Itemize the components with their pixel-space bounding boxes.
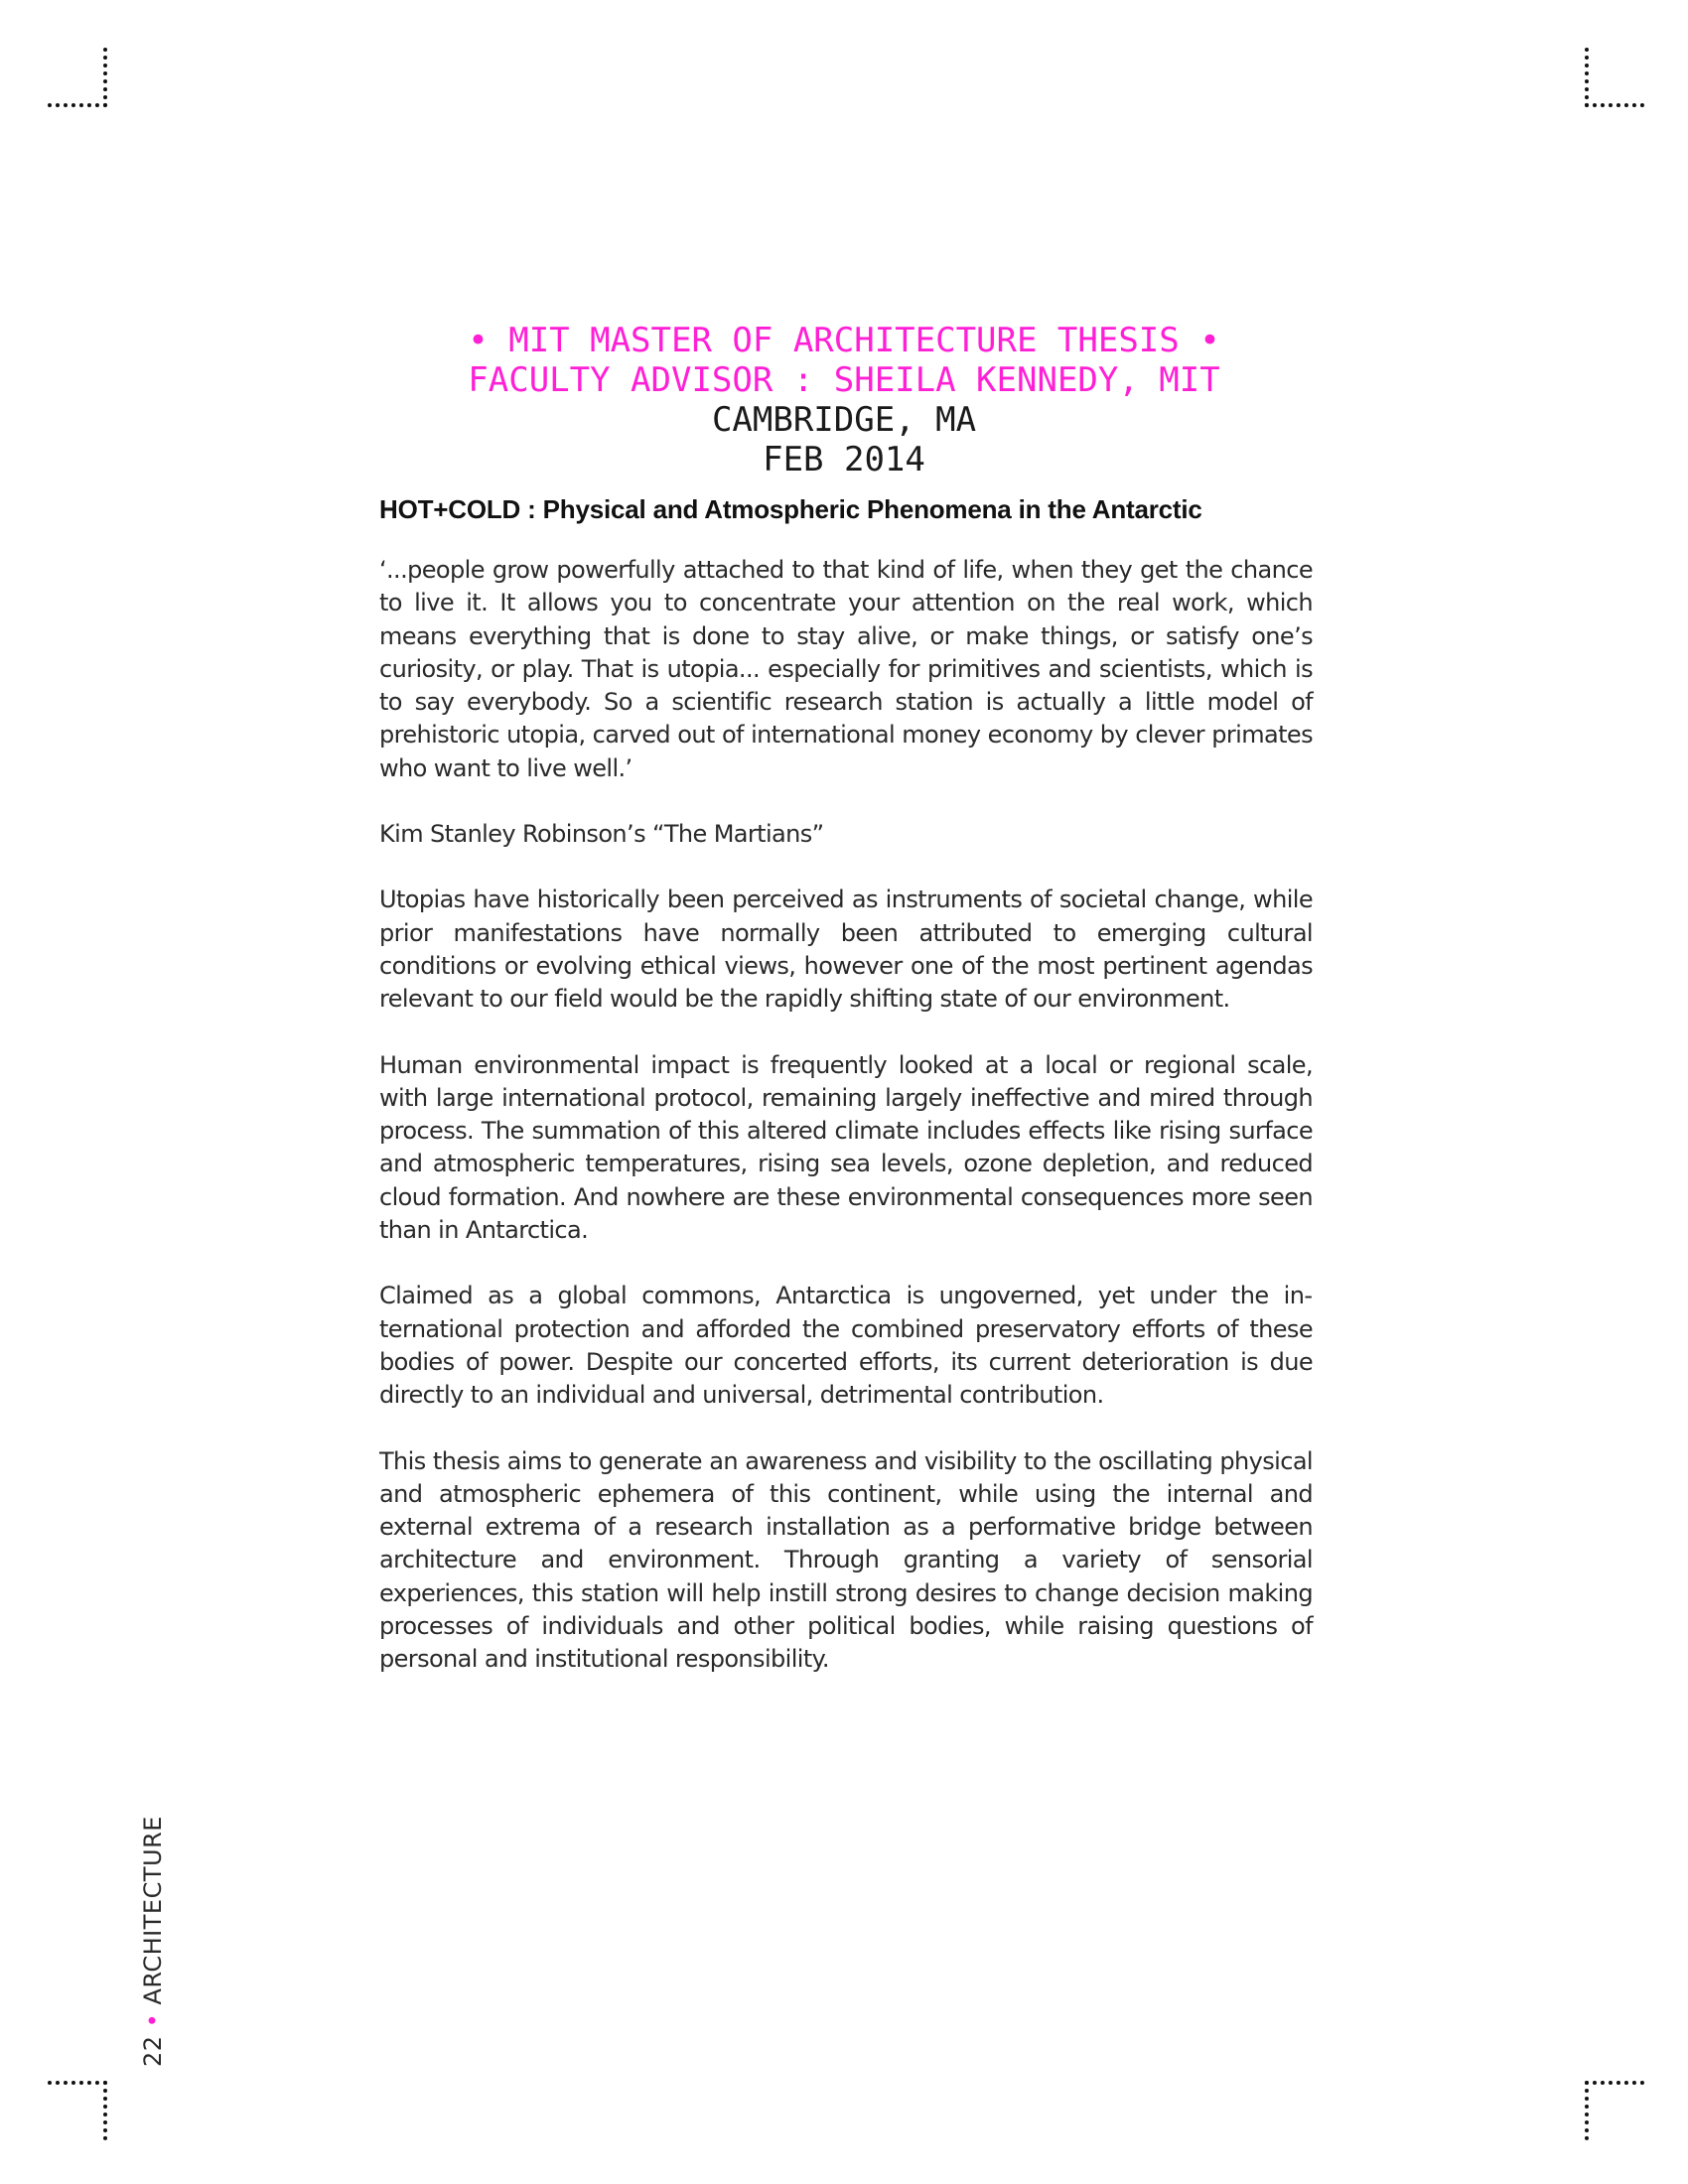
body-paragraph: Claimed as a global commons, Antarctica is ungoverned, yet under the international protection and afforded the combined preservatory efforts of these bodies of power. Despite our concerted efforts, its current deterioration is due directly to an individual and universal, detrimental contribution.	[379, 1282, 1313, 1410]
page-number: 22	[139, 2035, 167, 2067]
body-paragraph: This thesis aims to generate an awareness and visibility to the oscillating physical and atmospheric ephemera of this continent, while using the internal and external extrema of a research installation as a performative bridge between architecture and environment. Through granting a variety of sensorial experiences, this station will help instill strong desires to change decision making processes of individuals and other political bodies, while raising questions of personal and institutional responsibility.	[379, 1446, 1313, 1674]
header-thesis-line: • MIT MASTER OF ARCHITECTURE THESIS •	[468, 321, 1220, 360]
thesis-abstract	[379, 492, 1313, 1709]
crop-mark-top-right	[1585, 48, 1644, 107]
body-paragraph: Human environmental impact is frequently looked at a local or regional scale, with large international protocol, remaining largely ineffective and mired through process. The summation of this altered climate includes effects like rising surface and atmospheric temperatures, rising sea levels, ozone depletion, and reduced cloud formation. And nowhere are these environmental consequences more seen than in Antarctica.	[379, 1050, 1313, 1245]
header-date-line: FEB 2014	[763, 440, 925, 479]
page-footer-vertical	[139, 1816, 167, 2067]
crop-mark-bottom-right	[1585, 2081, 1644, 2140]
header-location-line: CAMBRIDGE, MA	[711, 400, 977, 440]
thesis-header	[377, 321, 1311, 479]
body-paragraph: Utopias have historically been perceived as instruments of societal change, while prior manifestations have normally been attributed to emerging cultural conditions or evolving ethical views, however one of the most pertinent agendas relevant to our field would be the rapidly shifting state of our environment.	[379, 886, 1313, 1014]
crop-mark-top-left	[48, 48, 107, 107]
header-advisor-line: FACULTY ADVISOR : SHEILA KENNEDY, MIT	[468, 360, 1220, 400]
section-label: ARCHITECTURE	[139, 1816, 167, 2005]
article-title: HOT+COLD : Physical and Atmospheric Phenomena in the Antarctic	[379, 494, 1202, 524]
quote-attribution: Kim Stanley Robinson’s “The Martians”	[379, 820, 824, 849]
footer-bullet: •	[139, 2012, 167, 2028]
opening-quote: ‘...people grow powerfully attached to that kind of life, when they get the chance to live it. It allows you to concentrate your attention on the real work, which means everything that is done to stay alive, or make things, or satisfy one’s curiosity, or play. That is utopia... especially for primitives and scientists, which is to say everybody. So a scientific research station is actually a little model of prehistoric utopia, carved out of international money economy by clever primates who want to live well.’	[379, 556, 1313, 782]
crop-mark-bottom-left	[48, 2081, 107, 2140]
